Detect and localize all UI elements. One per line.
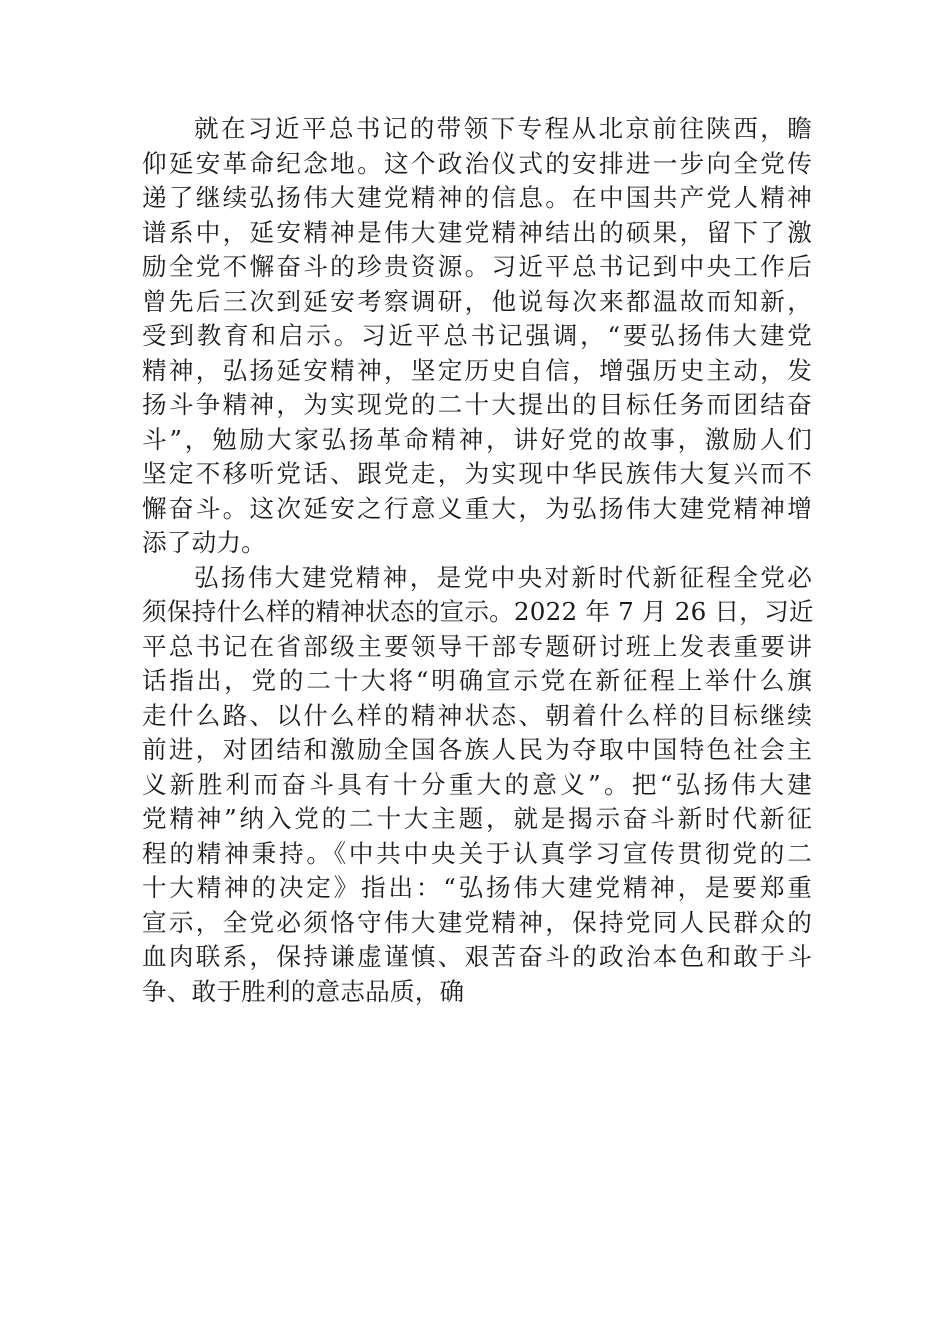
text-line: 精神，弘扬延安精神，坚定历史自信，增强历史主动，发 — [142, 355, 812, 385]
text-line: 十大精神的决定》指出：“弘扬伟大建党精神，是要郑重 — [142, 873, 812, 902]
text-line: 就在习近平总书记的带领下专程从北京前往陕西，瞻 — [194, 114, 812, 143]
text-line: 扬斗争精神，为实现党的二十大提出的目标任务而团结奋 — [142, 390, 812, 419]
text-line: 坚定不移听党话、跟党走，为实现中华民族伟大复兴而不 — [142, 459, 812, 488]
text-line: 宣示，全党必须恪守伟大建党精神，保持党同人民群众的 — [142, 907, 812, 937]
text-line: 添了动力。 — [142, 528, 266, 557]
text-line: 话指出，党的二十大将“明确宣示党在新征程上举什么旗 — [142, 666, 812, 695]
text-line: 谱系中，延安精神是伟大建党精神结出的硕果，留下了激 — [142, 217, 812, 247]
text-line: 递了继续弘扬伟大建党精神的信息。在中国共产党人精神 — [142, 183, 812, 212]
text-line: 平总书记在省部级主要领导干部专题研讨班上发表重要讲 — [142, 631, 812, 661]
document-body — [142, 112, 812, 1009]
text-line: 弘扬伟大建党精神，是党中央对新时代新征程全党必 — [194, 562, 812, 592]
text-line: 程的精神秉持。《中共中央关于认真学习宣传贯彻党的二 — [142, 838, 812, 868]
text-line: 曾先后三次到延安考察调研，他说每次来都温故而知新， — [142, 286, 812, 316]
text-line: 义新胜利而奋斗具有十分重大的意义”。把“弘扬伟大建 — [142, 769, 812, 799]
text-line: 斗”，勉励大家弘扬革命精神，讲好党的故事，激励人们 — [142, 424, 812, 454]
paragraph-1 — [142, 112, 812, 561]
text-line: 受到教育和启示。习近平总书记强调，“要弘扬伟大建党 — [142, 321, 812, 350]
text-line: 懈奋斗。这次延安之行意义重大，为弘扬伟大建党精神增 — [142, 493, 812, 523]
text-line: 励全党不懈奋斗的珍贵资源。习近平总书记到中央工作后 — [142, 252, 812, 281]
text-line: 前进，对团结和激励全国各族人民为夺取中国特色社会主 — [142, 735, 812, 764]
text-line: 仰延安革命纪念地。这个政治仪式的安排进一步向全党传 — [142, 148, 812, 178]
text-line: 走什么路、以什么样的精神状态、朝着什么样的目标继续 — [142, 700, 812, 730]
text-line: 须保持什么样的精神状态的宣示。2022 年 7 月 26 日，习近 — [142, 597, 814, 626]
text-line: 党精神”纳入党的二十大主题，就是揭示奋斗新时代新征 — [142, 804, 812, 833]
text-line: 血肉联系，保持谦虚谨慎、艰苦奋斗的政治本色和敢于斗 — [142, 942, 812, 971]
text-line: 争、敢于胜利的意志品质，确 — [142, 976, 465, 1006]
paragraph-2 — [142, 561, 812, 1010]
